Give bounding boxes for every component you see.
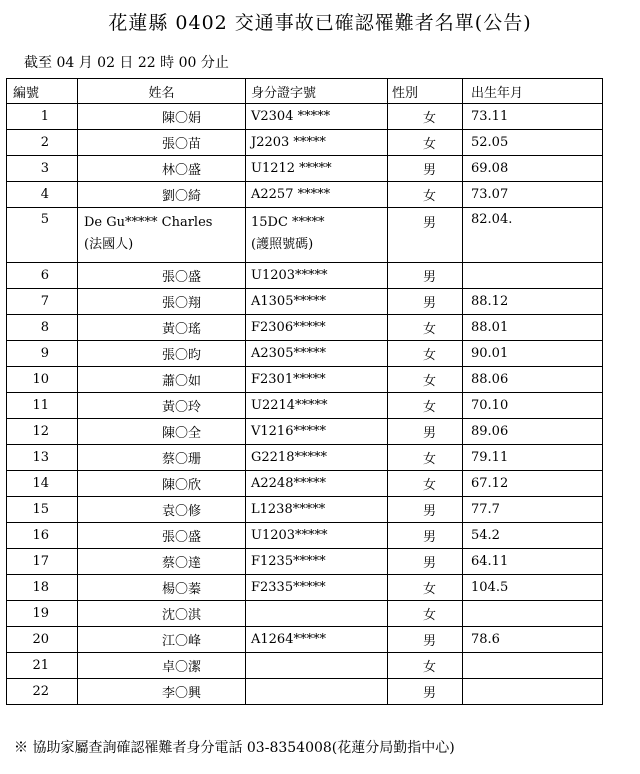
- cell-id-text: A1264*****: [251, 632, 326, 647]
- header-number: 編號: [7, 79, 78, 104]
- cell-sex-text: 男: [422, 556, 436, 571]
- cell-sex: [388, 393, 463, 419]
- table-row: [7, 393, 603, 419]
- cell-birth-text: 88.01: [471, 320, 509, 335]
- cell-name-text: 楊〇蓁: [161, 582, 201, 597]
- cell-birth: [463, 627, 603, 653]
- cell-id: [246, 315, 388, 341]
- cell-name: [78, 445, 246, 471]
- cell-name-text: 蔡〇達: [161, 556, 201, 571]
- cell-sex: [388, 471, 463, 497]
- cell-name-text: 江〇峰: [161, 634, 201, 649]
- header-name: 姓名: [78, 79, 246, 104]
- table-row: [7, 627, 603, 653]
- cell-number: [7, 289, 78, 315]
- cell-number-text: 4: [40, 187, 49, 202]
- cell-number: [7, 445, 78, 471]
- cell-name: [78, 679, 246, 705]
- cell-id: [246, 575, 388, 601]
- cell-birth-text: 88.06: [471, 372, 509, 387]
- cell-birth-text: 78.6: [471, 632, 500, 647]
- cell-name: [78, 653, 246, 679]
- cell-birth: [463, 653, 603, 679]
- cell-sex-text: 女: [422, 348, 436, 363]
- cell-name-text: 黃〇瑤: [161, 322, 201, 337]
- cell-id: [246, 497, 388, 523]
- cell-number-text: 6: [40, 268, 49, 283]
- cell-birth-text: 73.07: [471, 187, 509, 202]
- cell-id-text: U2214*****: [251, 398, 328, 413]
- cell-number: [7, 182, 78, 208]
- cell-id: [246, 263, 388, 289]
- cell-name: [78, 497, 246, 523]
- table-row: [7, 471, 603, 497]
- cell-sex: [388, 549, 463, 575]
- cell-name: [78, 523, 246, 549]
- table-row: [7, 575, 603, 601]
- cell-id-note: (護照號碼): [251, 237, 314, 252]
- victims-table: [6, 78, 603, 705]
- cell-sex-text: 男: [422, 686, 436, 701]
- cell-id-text: G2218*****: [251, 450, 327, 465]
- cell-number-text: 18: [32, 580, 49, 595]
- cell-number-text: 5: [40, 212, 49, 227]
- cell-id-text: A1305*****: [251, 294, 326, 309]
- cell-sex-text: 女: [422, 608, 436, 623]
- cell-number-text: 22: [32, 684, 49, 699]
- cell-id: [246, 156, 388, 182]
- cell-name-text: 沈〇淇: [161, 608, 201, 623]
- cell-sex: [388, 104, 463, 130]
- cell-name-text: 林〇盛: [161, 163, 201, 178]
- cell-id: [246, 419, 388, 445]
- cell-number-text: 2: [40, 135, 49, 150]
- table-row: [7, 601, 603, 627]
- cell-number: [7, 156, 78, 182]
- cell-number-text: 21: [32, 658, 49, 673]
- cell-sex-text: 男: [422, 504, 436, 519]
- cell-number-text: 9: [40, 346, 49, 361]
- cell-birth: [463, 263, 603, 289]
- cell-name: [78, 393, 246, 419]
- cell-number: [7, 419, 78, 445]
- cell-id: [246, 393, 388, 419]
- cell-sex: [388, 601, 463, 627]
- table-row: [7, 419, 603, 445]
- cell-id-text: 15DC *****: [251, 215, 325, 230]
- cell-birth: [463, 679, 603, 705]
- cell-name: [78, 627, 246, 653]
- cell-birth: [463, 315, 603, 341]
- cell-number-text: 3: [40, 161, 49, 176]
- cell-number-text: 7: [40, 294, 49, 309]
- cell-id: [246, 653, 388, 679]
- cell-number: [7, 471, 78, 497]
- header-sex: 性別: [388, 79, 463, 104]
- cell-sex-text: 女: [422, 582, 436, 597]
- cell-birth: [463, 156, 603, 182]
- cell-name: [78, 367, 246, 393]
- table-row: [7, 341, 603, 367]
- cell-sex-text: 男: [422, 270, 436, 285]
- cell-name: [78, 182, 246, 208]
- cell-birth-text: 88.12: [471, 294, 509, 309]
- table-row: [7, 653, 603, 679]
- cell-birth: [463, 445, 603, 471]
- cell-name-text: 張〇盛: [161, 530, 201, 545]
- cell-birth: [463, 497, 603, 523]
- cell-birth-text: 77.7: [471, 502, 500, 517]
- cell-birth: [463, 471, 603, 497]
- cell-name: [78, 575, 246, 601]
- table-row: [7, 315, 603, 341]
- cell-name: [78, 601, 246, 627]
- cell-name-text: De Gu***** Charles: [84, 215, 213, 230]
- cell-name-text: 李〇興: [161, 686, 201, 701]
- cell-id: [246, 341, 388, 367]
- table-row: [7, 523, 603, 549]
- cell-sex: [388, 627, 463, 653]
- cell-sex: [388, 289, 463, 315]
- table-row: [7, 367, 603, 393]
- table-row: [7, 263, 603, 289]
- cell-id: [246, 471, 388, 497]
- cell-sex: [388, 575, 463, 601]
- cell-sex-text: 女: [422, 322, 436, 337]
- cell-name-text: 張〇昀: [161, 348, 201, 363]
- cell-birth-text: 89.06: [471, 424, 509, 439]
- cell-id: [246, 627, 388, 653]
- cell-birth: [463, 575, 603, 601]
- cell-sex-text: 男: [422, 296, 436, 311]
- cell-name-note: (法國人): [84, 237, 134, 252]
- cell-sex-text: 女: [422, 189, 436, 204]
- cell-sex: [388, 182, 463, 208]
- cell-id-text: L1238*****: [251, 502, 326, 517]
- cell-id-text: F2301*****: [251, 372, 326, 387]
- cell-birth-text: 79.11: [471, 450, 509, 465]
- cell-number-text: 1: [40, 109, 49, 124]
- cell-number-text: 19: [32, 606, 49, 621]
- page-title: 花蓮縣 0402 交通事故已確認罹難者名單(公告): [108, 12, 532, 34]
- cell-id: [246, 523, 388, 549]
- cell-birth-text: 82.04.: [471, 212, 513, 227]
- cell-sex-text: 女: [422, 452, 436, 467]
- cell-sex-text: 女: [422, 660, 436, 675]
- cell-name-text: 陳〇欣: [161, 478, 201, 493]
- cell-sex: [388, 208, 463, 263]
- cell-name: [78, 341, 246, 367]
- cell-sex: [388, 156, 463, 182]
- cell-number: [7, 367, 78, 393]
- cell-birth-text: 69.08: [471, 161, 509, 176]
- cell-sex: [388, 653, 463, 679]
- table-row: [7, 549, 603, 575]
- cell-sex: [388, 367, 463, 393]
- table-row: [7, 156, 603, 182]
- cell-name: [78, 156, 246, 182]
- cell-name-text: 張〇苗: [161, 137, 201, 152]
- cell-id: [246, 367, 388, 393]
- cell-birth-text: 90.01: [471, 346, 509, 361]
- cell-birth-text: 73.11: [471, 109, 509, 124]
- cell-birth-text: 67.12: [471, 476, 509, 491]
- cell-sex-text: 男: [422, 634, 436, 649]
- cell-name-text: 張〇盛: [161, 270, 201, 285]
- cell-id: [246, 130, 388, 156]
- cell-id-text: F2306*****: [251, 320, 326, 335]
- cell-sex: [388, 445, 463, 471]
- cell-birth: [463, 601, 603, 627]
- cell-birth: [463, 104, 603, 130]
- cell-name-text: 張〇翔: [161, 296, 201, 311]
- cell-birth-text: 52.05: [471, 135, 509, 150]
- cell-birth-text: 104.5: [471, 580, 509, 595]
- cell-number: [7, 263, 78, 289]
- cell-sex: [388, 263, 463, 289]
- cell-id-text: U1203*****: [251, 528, 328, 543]
- cell-birth-text: 64.11: [471, 554, 509, 569]
- cell-id-text: U1203*****: [251, 268, 328, 283]
- contact-footnote: ※ 協助家屬查詢確認罹難者身分電話 03-8354008(花蓮分局勤指中心): [14, 740, 455, 756]
- table-row: [7, 130, 603, 156]
- cell-sex-text: 男: [422, 530, 436, 545]
- cell-birth: [463, 130, 603, 156]
- cell-birth: [463, 393, 603, 419]
- cell-sex-text: 女: [422, 400, 436, 415]
- cell-birth-text: 54.2: [471, 528, 500, 543]
- cell-number: [7, 341, 78, 367]
- cell-birth: [463, 341, 603, 367]
- cell-name: [78, 130, 246, 156]
- table-row: [7, 289, 603, 315]
- cell-id-text: J2203 *****: [251, 135, 326, 150]
- cell-number-text: 16: [32, 528, 49, 543]
- cell-id: [246, 549, 388, 575]
- cell-id-text: F2335*****: [251, 580, 326, 595]
- cell-birth-text: 70.10: [471, 398, 509, 413]
- cell-sex: [388, 130, 463, 156]
- table-row: [7, 208, 603, 263]
- cell-birth: [463, 182, 603, 208]
- cell-number: [7, 393, 78, 419]
- cell-id-text: A2305*****: [251, 346, 326, 361]
- table-row: [7, 445, 603, 471]
- cell-name-text: 蔡〇珊: [161, 452, 201, 467]
- cell-number-text: 11: [32, 398, 49, 413]
- cell-number: [7, 601, 78, 627]
- cell-birth: [463, 419, 603, 445]
- cell-sex-text: 男: [422, 163, 436, 178]
- cell-id-text: F1235*****: [251, 554, 326, 569]
- cell-number-text: 13: [32, 450, 49, 465]
- cell-name-text: 袁〇修: [161, 504, 201, 519]
- cell-name: [78, 471, 246, 497]
- cell-sex: [388, 315, 463, 341]
- cell-sex: [388, 679, 463, 705]
- cell-name-text: 劉〇綺: [161, 189, 201, 204]
- cell-number-text: 12: [32, 424, 49, 439]
- cell-sex: [388, 497, 463, 523]
- table-header-row: [7, 79, 603, 104]
- cell-id: [246, 445, 388, 471]
- cell-sex-text: 男: [422, 216, 436, 231]
- cell-number: [7, 315, 78, 341]
- cell-birth: [463, 208, 603, 263]
- cell-number-text: 14: [32, 476, 49, 491]
- cell-number: [7, 208, 78, 263]
- cell-birth: [463, 549, 603, 575]
- cell-id: [246, 289, 388, 315]
- cell-sex-text: 女: [422, 111, 436, 126]
- cell-name: [78, 289, 246, 315]
- cell-id: [246, 182, 388, 208]
- header-birth: 出生年月: [463, 79, 603, 104]
- cell-number: [7, 104, 78, 130]
- cell-name-text: 蕭〇如: [161, 374, 201, 389]
- cell-id: [246, 601, 388, 627]
- cell-sex-text: 女: [422, 478, 436, 493]
- cell-birth: [463, 367, 603, 393]
- cell-number: [7, 497, 78, 523]
- cell-sex-text: 女: [422, 137, 436, 152]
- header-id: 身分證字號: [246, 79, 388, 104]
- table-row: [7, 104, 603, 130]
- cell-name: [78, 419, 246, 445]
- cell-number-text: 17: [32, 554, 49, 569]
- cell-name: [78, 549, 246, 575]
- cell-name: [78, 208, 246, 263]
- cell-number-text: 15: [32, 502, 49, 517]
- table-row: [7, 497, 603, 523]
- cell-number: [7, 575, 78, 601]
- cell-id-text: A2248*****: [251, 476, 326, 491]
- cell-number: [7, 523, 78, 549]
- cell-id-text: V1216*****: [251, 424, 326, 439]
- cell-birth: [463, 523, 603, 549]
- cell-number: [7, 549, 78, 575]
- cell-birth: [463, 289, 603, 315]
- cell-name: [78, 104, 246, 130]
- cell-number-text: 20: [32, 632, 49, 647]
- cell-sex: [388, 523, 463, 549]
- cell-number: [7, 679, 78, 705]
- cell-id-text: U1212 *****: [251, 161, 332, 176]
- table-row: [7, 182, 603, 208]
- cell-name-text: 黃〇玲: [161, 400, 201, 415]
- cell-name-text: 卓〇潔: [161, 660, 201, 675]
- cell-number-text: 10: [32, 372, 49, 387]
- cell-number: [7, 653, 78, 679]
- cell-id: [246, 208, 388, 263]
- cell-name: [78, 263, 246, 289]
- table-row: [7, 679, 603, 705]
- cell-number: [7, 627, 78, 653]
- cell-id-text: A2257 *****: [251, 187, 331, 202]
- cell-name-text: 陳〇娟: [161, 111, 201, 126]
- cell-number: [7, 130, 78, 156]
- cell-sex: [388, 419, 463, 445]
- cell-number-text: 8: [40, 320, 49, 335]
- cell-name: [78, 315, 246, 341]
- cell-id-text: V2304 *****: [251, 109, 331, 124]
- cell-sex-text: 男: [422, 426, 436, 441]
- cell-sex: [388, 341, 463, 367]
- cell-id: [246, 104, 388, 130]
- cell-id: [246, 679, 388, 705]
- cell-sex-text: 女: [422, 374, 436, 389]
- cutoff-time: 截至 04 月 02 日 22 時 00 分止: [24, 55, 229, 71]
- cell-name-text: 陳〇全: [161, 426, 201, 441]
